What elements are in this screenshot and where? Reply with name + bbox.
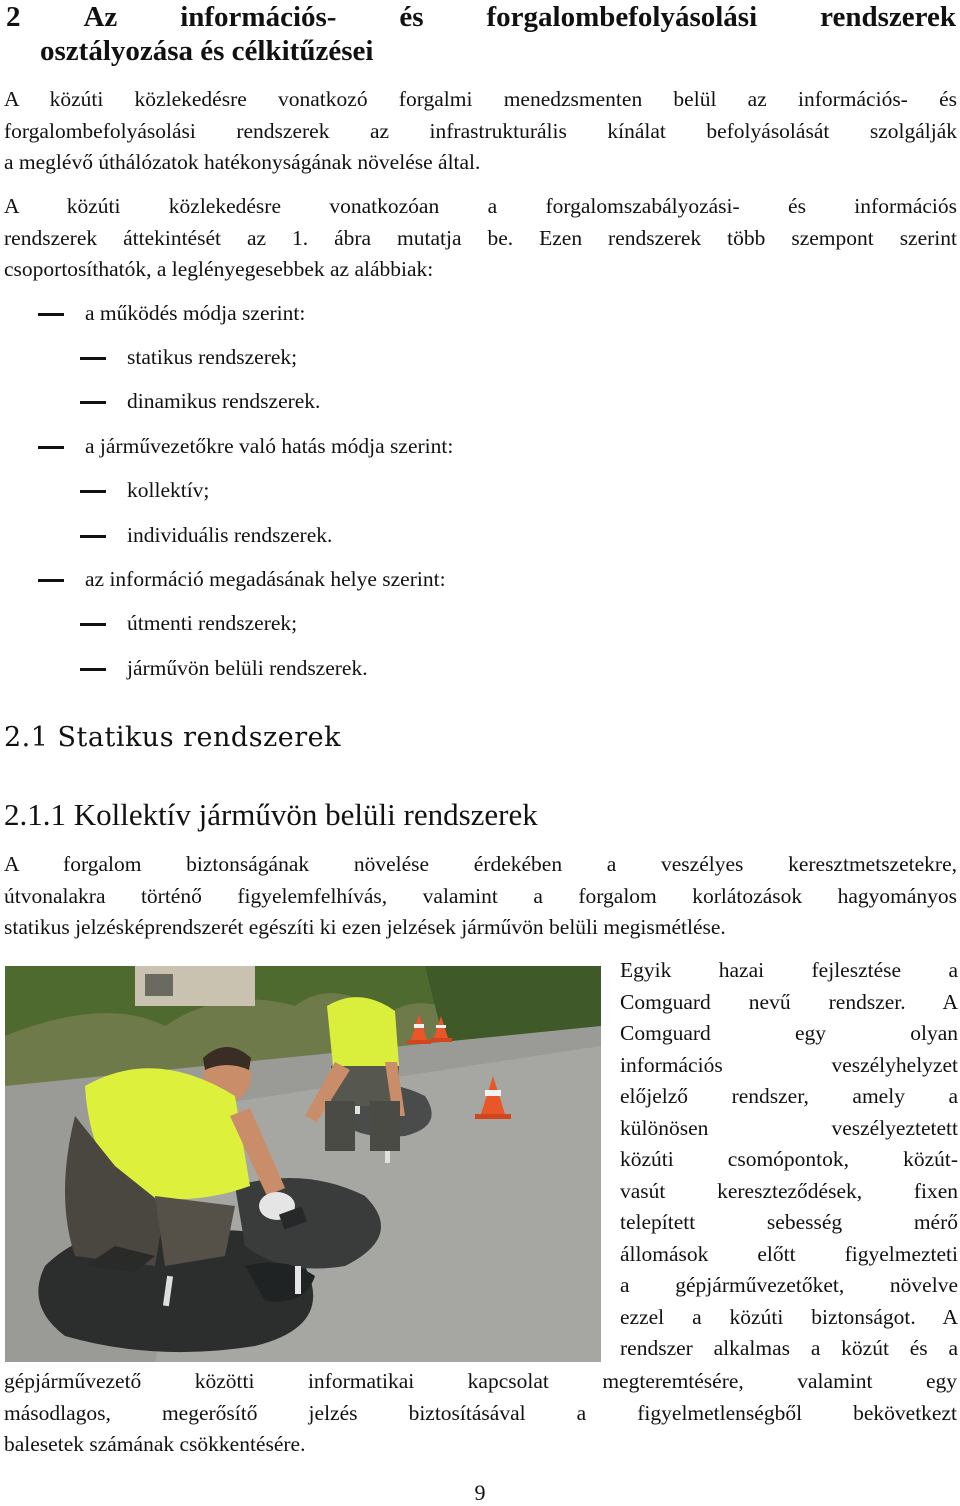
heading-number: 2 [6, 1, 21, 33]
paragraph-overview: A közúti közlekedésre vonatkozóan a forgalomszabályozási- és információs rendszerek áttekintését az 1. ábra mutatja be. Ezen rendszerek több szempont szerint csoportosíthatók, a leglényegesebbek az alábbiak: [4, 194, 957, 281]
list-subitem: statikus rendszerek; [127, 345, 298, 369]
paragraph-continuation: gépjárművezető közötti informatikai kapcsolat megteremtésére, valamint egy másodlagos, megerősítő jelzés biztosításával a figyelmetlenségből bekövetkezt balesetek számának csökkentésére. [4, 1369, 957, 1456]
list-subitem: járművön belüli rendszerek. [127, 656, 368, 680]
dash-bullet [80, 357, 106, 360]
list-subitem: individuális rendszerek. [127, 523, 333, 547]
list-subitem: útmenti rendszerek; [127, 611, 298, 635]
dash-bullet [80, 623, 106, 626]
dash-bullet [80, 401, 106, 404]
road-workers-photo [5, 966, 601, 1362]
chapter-heading: 2 Az információs- és forgalombefolyásolási rendszerek osztályozása és célkitűzései [6, 1, 956, 67]
dash-bullet [38, 446, 64, 449]
dash-bullet [80, 535, 106, 538]
dash-bullet [38, 579, 64, 582]
list-subitem: kollektív; [127, 478, 210, 502]
paragraph-collective: A forgalom biztonságának növelése érdekében a veszélyes keresztmetszetekre, útvonalakra történő figyelemfelhívás, valamint a forgalom korlátozások hagyományos statikus jelzésképrendszerét egészíti ki ezen jelzések járművön belüli megismétlése. [4, 852, 957, 939]
subsection-heading: 2.1.1 Kollektív járművön belüli rendszerek [4, 797, 538, 832]
page-number: 9 [474, 1480, 486, 1505]
dash-bullet [38, 313, 64, 316]
dash-bullet [80, 668, 106, 671]
section-heading: 2.1 Statikus rendszerek [4, 722, 342, 753]
list-item: az információ megadásának helye szerint: [85, 567, 446, 591]
dash-bullet [80, 490, 106, 493]
list-item: a működés módja szerint: [85, 301, 306, 325]
list-item: a járművezetőkre való hatás módja szerint: [85, 434, 454, 458]
heading-line-2: osztályozása és célkitűzései [40, 35, 374, 67]
comguard-description: Egyik hazai fejlesztése a Comguard nevű rendszer. A Comguard egy olyan információs veszélyhelyzet előjelző rendszer, amely a különösen veszélyeztetett közúti csomópontok, közút- vasút kereszteződések, fixen telepített sebesség mérő állomások előtt figyelmezteti a gépjárművezetőket, növelve ezzel a közúti biztonságot. A rendszer alkalmas a közút és a [620, 958, 958, 1360]
list-subitem: dinamikus rendszerek. [127, 389, 321, 413]
paragraph-intro: A közúti közlekedésre vonatkozó forgalmi menedzsmenten belül az információs- és forgalombefolyásolási rendszerek az infrastrukturális kínálat befolyásolását szolgálják a meglévő úthálózatok hatékonyságának növelése által. [4, 87, 957, 174]
